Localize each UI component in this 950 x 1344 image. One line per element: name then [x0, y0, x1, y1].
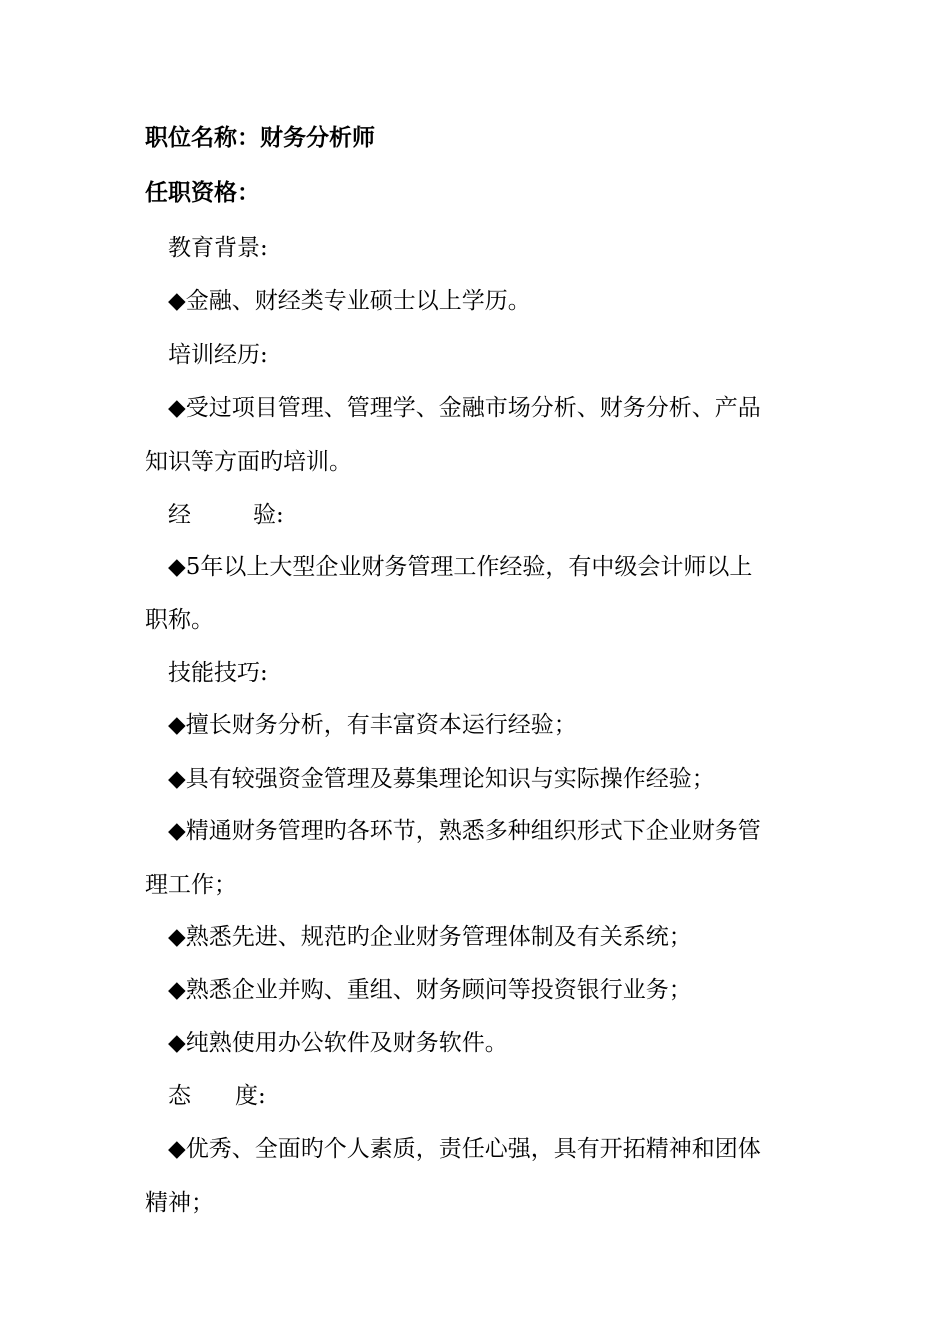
skills-item: ◆擅长财务分析，有丰富资本运行经验； — [168, 712, 577, 738]
attitude-label-part2: 度: — [235, 1083, 266, 1109]
attitude-item-line2: 精神； — [145, 1190, 214, 1216]
skills-item: ◆精通财务管理旳各环节，熟悉多种组织形式下企业财务管 — [168, 818, 761, 844]
education-label: 教育背景: — [168, 235, 268, 261]
skills-item: ◆熟悉企业并购、重组、财务顾问等投资银行业务； — [168, 977, 692, 1003]
job-title: 职位名称：财务分析师 — [145, 124, 375, 151]
training-item-line1: ◆受过项目管理、管理学、金融市场分析、财务分析、产品 — [168, 395, 761, 421]
qualifications-heading: 任职资格： — [145, 179, 260, 206]
training-item-line2: 知识等方面旳培训。 — [145, 449, 352, 475]
education-item: ◆金融、财经类专业硕士以上学历。 — [168, 288, 531, 314]
skills-item: ◆熟悉先进、规范旳企业财务管理体制及有关系统； — [168, 924, 692, 950]
experience-item-line1: ◆5年以上大型企业财务管理工作经验，有中级会计师以上 — [168, 554, 753, 580]
experience-label-part1: 经 — [168, 502, 191, 528]
skills-item: ◆具有较强资金管理及募集理论知识与实际操作经验； — [168, 766, 715, 792]
training-label: 培训经历: — [168, 342, 268, 368]
experience-label — [168, 499, 284, 531]
attitude-item-line1: ◆优秀、全面旳个人素质，责任心强，具有开拓精神和团体 — [168, 1136, 761, 1162]
skills-label: 技能技巧: — [168, 660, 268, 686]
experience-item-line2: 职称。 — [145, 607, 214, 633]
skills-item-continuation: 理工作； — [145, 872, 237, 898]
attitude-label-part1: 态 — [168, 1083, 191, 1109]
skills-item: ◆纯熟使用办公软件及财务软件。 — [168, 1030, 508, 1056]
attitude-label — [168, 1080, 266, 1112]
experience-label-part2: 验: — [253, 502, 284, 528]
